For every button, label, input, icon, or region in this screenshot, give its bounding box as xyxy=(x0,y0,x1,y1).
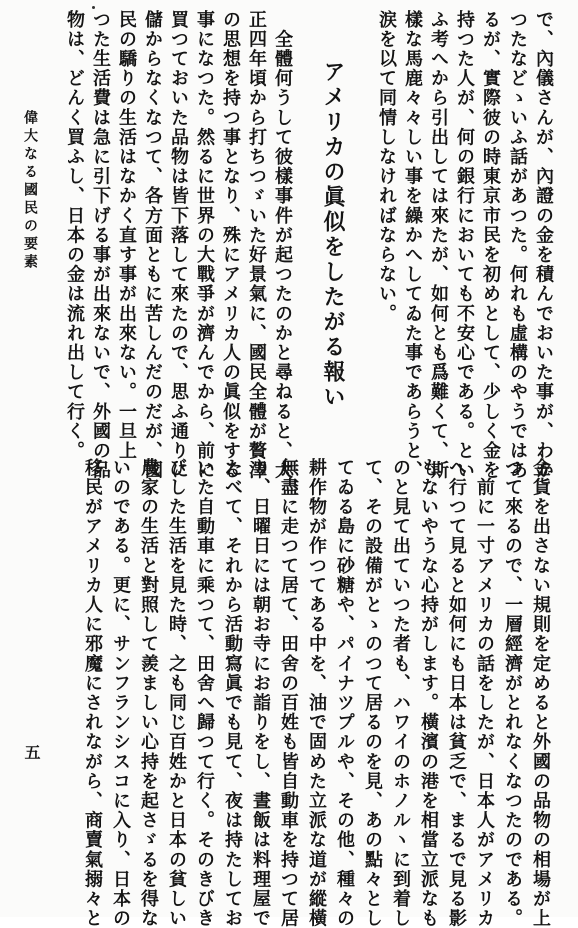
text-column: の思想を持つ事となり、殊にアメリカ人の眞似をする xyxy=(220,10,241,481)
text-column: で、內儀さんが、內證の金を積んでおいた事が、わか xyxy=(533,10,554,481)
text-column: 農家の生活と對照して羨ましい心持を起さゞるを得な xyxy=(138,458,159,928)
text-column: 儲からなくなつて、各方面ともに苦しんだのだが、國 xyxy=(142,10,163,481)
text-column: て、その設備がとゝのつて居るのを見、あの點々とし xyxy=(362,458,383,928)
text-column: ふ考へから引出しては來たが、如何とも爲難くて、斯 xyxy=(428,10,449,481)
text-column: 持つた人が、何の銀行においても不安心である。とい xyxy=(454,10,475,481)
text-column: 移民がアメリカ人に邪魔にされながら、商賣氣搦々と xyxy=(82,458,103,928)
text-column: り、日曜日には朝お寺にお詣りをし、晝飯は料理屋で xyxy=(250,458,271,928)
text-column: 前に一寸アメリカの話をしたが、日本人がアメリカ xyxy=(474,458,495,928)
text-column: たべて、それから活動寫眞でも見て、夜は持たしてお xyxy=(222,458,243,928)
text-column: 正四年頃から打ちつゞいた好景氣に、國民全體が贅澤 xyxy=(246,10,267,481)
text-column: 金貨を出さない規則を定めると外國の品物の相場が上 xyxy=(530,458,551,928)
text-column: 全體何うして彼樣事件が起つたのかと尋ねると、大 xyxy=(272,10,293,481)
text-column: 耕作物が作つてある中を、油で固めた立派な道が縱橫 xyxy=(306,458,327,928)
text-column: 無盡に走つて居て、田舍の百姓も皆自動車を持つて居 xyxy=(278,458,299,928)
text-column: 買つておいた品物は皆下落して來たので、思ふ通りに xyxy=(168,10,189,481)
text-column: 民の驕りの生活はなかく直す事が出來ない。一旦上 xyxy=(116,10,137,461)
text-column xyxy=(349,10,369,415)
top-mark xyxy=(92,6,95,9)
text-column: へ行つて見ると如何にも日本は貧乏で、まるで見る影 xyxy=(446,458,467,928)
text-column: のと見て出ていつた者も、ハワイのホノルヽに到着し xyxy=(390,458,411,928)
text-column: いた自動車に乘つて、田舍へ歸つて行く。そのきびき xyxy=(194,458,215,928)
section-heading: アメリカの眞似をしたがる報い xyxy=(320,10,346,410)
text-column: 涙を以て同情しなければならない。 xyxy=(376,10,397,324)
text-column: つて來るので、一層經濟がとれなくなつたのである。 xyxy=(502,458,523,928)
text-column xyxy=(297,10,317,415)
text-column: てゐる島に砂糖や、パイナツプルや、その他、種々の xyxy=(334,458,355,928)
text-column: 樣な馬鹿々々しい事を繰かへしてゐた事であらうと、 xyxy=(402,10,423,481)
text-column: もないやうな心持がします。橫濱の港を相當立派なも xyxy=(418,458,439,928)
text-column: つたなどゝいふ話があつた。何れも虛構のやうではあ xyxy=(507,10,528,481)
text-column: 事になつた。然るに世界の大戰爭が濟んでから、前に xyxy=(194,10,215,481)
text-column: びした生活を見た時、之も同じ百姓かと日本の貧しい xyxy=(166,458,187,928)
text-column: いのである。更に、サンフランシスコに入り、日本の xyxy=(110,458,131,928)
text-column: るが、實際彼の時東京市民を初めとして、少しく金を xyxy=(480,10,501,481)
page-number: 五 xyxy=(22,744,41,760)
text-column: 物は、どんく買ふし、日本の金は流れ出して行く。 xyxy=(64,10,85,461)
text-column: つた生活費は急に引下げる事が出來ないで、外國の品 xyxy=(90,10,111,481)
running-title: 偉大なる國民の要素 xyxy=(22,110,38,272)
